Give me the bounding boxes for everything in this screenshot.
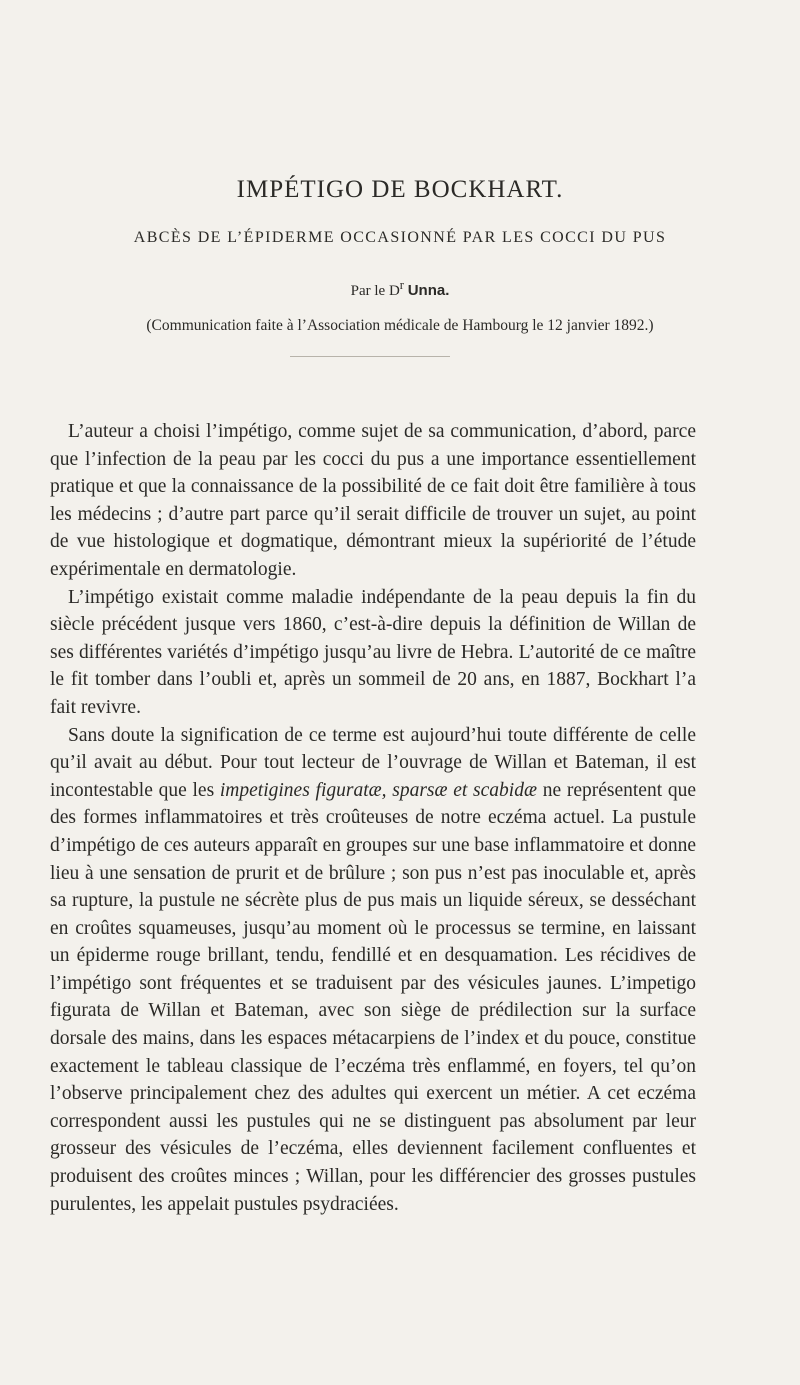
article-body — [50, 418, 696, 1218]
paragraph-2: L’impétigo existait comme maladie indépendante de la peau depuis la fin du siècle précédent jusque vers 1860, c’est-à-dire depuis la définition de Willan de ses différentes variétés d’impétigo jusqu’au livre de Hebra. L’autorité de ce maître le fit tomber dans l’oubli et, après un sommeil de 20 ans, en 1887, Bockhart l’a fait revivre. — [50, 586, 696, 718]
paragraph-3-part-a: Sans doute la signification de ce terme est aujourd’hui toute différente de celle qu’il avait au début. Pour tout lecteur de l’ouvrage de Willan et Bateman, il est incontestable que les — [50, 724, 696, 801]
author-name: Unna. — [407, 282, 450, 299]
paragraph-3-italic-term: impetigines figuratæ, sparsæ et scabidæ — [219, 779, 537, 801]
article-subtitle: ABCÈS DE L’ÉPIDERME OCCASIONNÉ PAR LES COCCI DU PUS — [133, 229, 667, 246]
paragraph-3 — [50, 722, 696, 1219]
communication-note: (Communication faite à l’Association médicale de Hambourg le 12 janvier 1892.) — [146, 317, 654, 334]
article-title: IMPÉTIGO DE BOCKHART. — [236, 176, 564, 203]
paragraph-3-part-b: ne représentent que des formes inflammatoires et très croûteuses de notre eczéma actuel. La pustule d’impétigo de ces auteurs apparaît en groupes sur une base inflammatoire et donne lieu à une sensation de prurit et de brûlure ; son pus n’est pas inoculable et, après sa rupture, la pustule ne sécrète plus de pus mais un liquide séreux, se desséchant en croûtes squameuses, jusqu’au moment où le processus se termine, en laissant un épiderme rouge brillant, tendu, fendillé et en desquamation. Les récidives de l’impétigo sont fréquentes et se traduisent par des vésicules jaunes. L’impetigo figurata de Willan et Bateman, avec son siège de prédilection sur la surface dorsale des mains, dans les espaces métacarpiens de l’index et du pouce, constitue exactement le tableau classique de l’eczéma très enflammé, en foyers, tel qu’on l’observe principalement chez des adultes qui exercent un métier. A cet eczéma correspondent aussi les pustules qui ne se distinguent pas absolument par leur grosseur des vésicules de l’eczéma, elles deviennent facilement confluentes et produisent des croûtes minces ; Willan, pour les différencier des grosses pustules purulentes, les appelait pustules psydraciées. — [50, 779, 697, 1215]
author-prefix-superscript: r — [399, 278, 404, 292]
author-prefix: Par le D — [350, 283, 400, 299]
paragraph-1: L’auteur a choisi l’impétigo, comme sujet de sa communication, d’abord, parce que l’infection de la peau par les cocci du pus a une importance essentiellement pratique et que la connaissance de la possibilité de ce fait doit être familière à tous les médecins ; d’autre part parce qu’il serait difficile de trouver un sujet, au point de vue histologique et dogmatique, démontrant mieux la supériorité de l’étude expérimentale en dermatologie. — [50, 421, 696, 580]
separator-rule — [290, 356, 450, 357]
author-line — [0, 278, 800, 300]
